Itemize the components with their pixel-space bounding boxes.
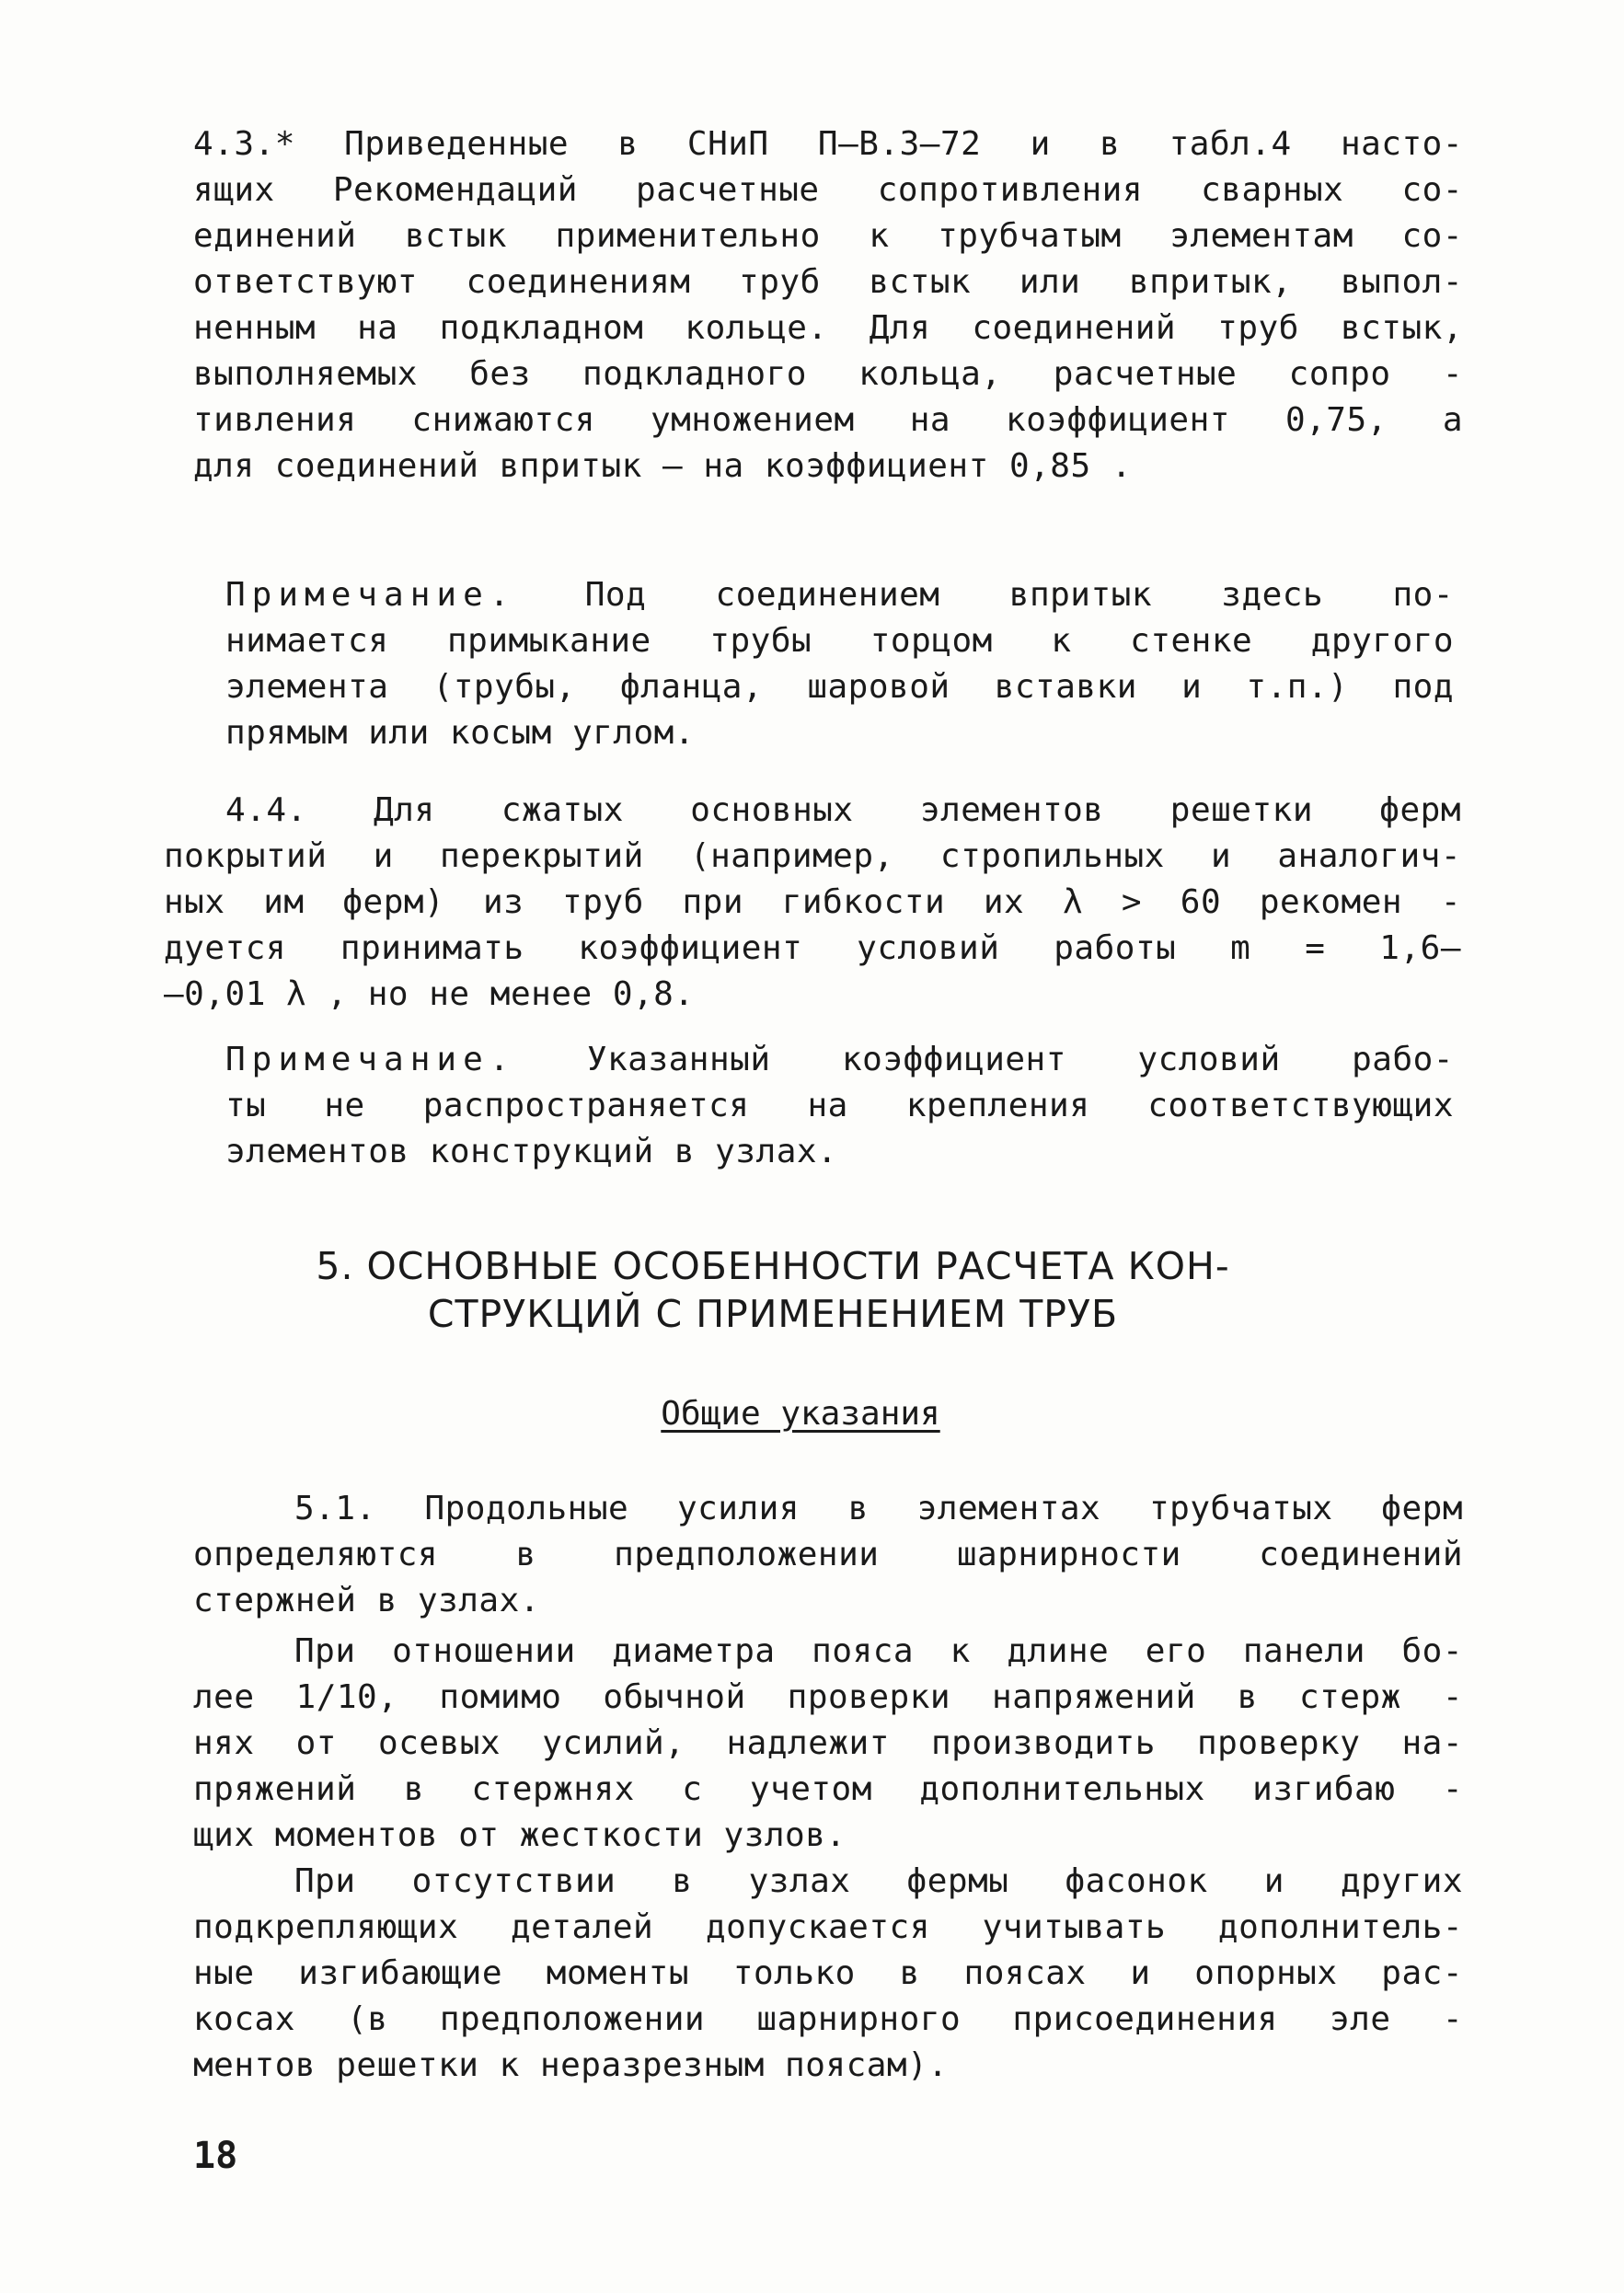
text-line: ответствуют соединениям труб встык или впритык, выпол-	[193, 263, 1463, 301]
text-line: ненным на подкладном кольце. Для соединений труб встык,	[193, 309, 1463, 347]
text-line: ты не распространяется на крепления соответствующих	[225, 1087, 1454, 1124]
text-line: выполняемых без подкладного кольца, расчетные сопро -	[193, 355, 1463, 393]
note-text: Под соединением впритык здесь по-	[584, 576, 1454, 614]
note-1	[225, 572, 1454, 756]
text-line: ных им ферм) из труб при гибкости их λ > 60 рекомен -	[164, 883, 1461, 921]
text-line	[225, 1037, 1454, 1083]
text-line: единений встык применительно к трубчатым элементам со-	[193, 217, 1463, 255]
text-line: –0,01 λ , но не менее 0,8.	[164, 975, 695, 1013]
text-line: нях от осевых усилий, надлежит производить проверку на-	[193, 1724, 1463, 1762]
paragraph-5-1-final	[193, 1859, 1463, 2089]
text-line: При отношении диаметра пояса к длине его панели бо-	[294, 1632, 1463, 1670]
text-line: пряжений в стержнях с учетом дополнительных изгибаю -	[193, 1770, 1463, 1808]
note-text: Указанный коэффициент условий рабо-	[586, 1041, 1454, 1078]
note-label: Примечание.	[225, 576, 516, 614]
text-line: покрытий и перекрытий (например, стропильных и аналогич-	[164, 837, 1461, 875]
text-line: элемента (трубы, фланца, шаровой вставки и т.п.) под	[225, 668, 1454, 706]
text-line: 4.3.* Приведенные в СНиП П–В.3–72 и в табл.4 насто-	[193, 125, 1463, 163]
section-heading-line: 5. ОСНОВНЫЕ ОСОБЕННОСТИ РАСЧЕТА КОН-	[316, 1244, 1230, 1288]
subsection-heading-text: Общие указания	[661, 1395, 940, 1433]
text-line: лее 1/10, помимо обычной проверки напряжений в стерж -	[193, 1678, 1463, 1716]
text-line: стержней в узлах.	[193, 1582, 540, 1619]
text-line: дуется принимать коэффициент условий работы m = 1,6–	[164, 929, 1461, 967]
section-heading-line: СТРУКЦИЙ С ПРИМЕНЕНИЕМ ТРУБ	[427, 1292, 1119, 1336]
text-line: тивления снижаются умножением на коэффициент 0,75, а	[193, 401, 1463, 439]
text-line: определяются в предположении шарнирности соединений	[193, 1536, 1463, 1573]
text-line: нимается примыкание трубы торцом к стенке другого	[225, 622, 1454, 660]
text-line: 5.1. Продольные усилия в элементах трубчатых ферм	[294, 1490, 1463, 1527]
page-number: 18	[193, 2135, 238, 2177]
text-line: для соединений впритык – на коэффициент 0,85 .	[193, 447, 1132, 485]
text-line	[225, 572, 1454, 618]
paragraph-5-1	[193, 1486, 1463, 1624]
note-label: Примечание.	[225, 1041, 516, 1078]
text-line: При отсутствии в узлах фермы фасонок и других	[294, 1862, 1463, 1900]
text-line: ные изгибающие моменты только в поясах и опорных рас-	[193, 1954, 1463, 1992]
text-line: 4.4. Для сжатых основных элементов решетки ферм	[225, 791, 1461, 829]
text-line: подкрепляющих деталей допускается учитывать дополнитель-	[193, 1908, 1463, 1946]
text-line: элементов конструкций в узлах.	[225, 1133, 838, 1170]
note-2	[225, 1037, 1454, 1175]
section-heading	[267, 1242, 1279, 1338]
text-line: щих моментов от жесткости узлов.	[193, 1816, 847, 1854]
text-line: прямым или косым углом.	[225, 714, 695, 752]
text-line: косах (в предположении шарнирного присоединения эле -	[193, 2000, 1463, 2038]
text-line: ментов решетки к неразрезным поясам).	[193, 2046, 949, 2084]
paragraph-4-4	[164, 788, 1461, 1018]
text-line: ящих Рекомендаций расчетные сопротивления сварных со-	[193, 171, 1463, 209]
subsection-heading	[515, 1391, 1086, 1437]
paragraph-4-3	[193, 121, 1463, 490]
paragraph-5-1-continued	[193, 1629, 1463, 1859]
